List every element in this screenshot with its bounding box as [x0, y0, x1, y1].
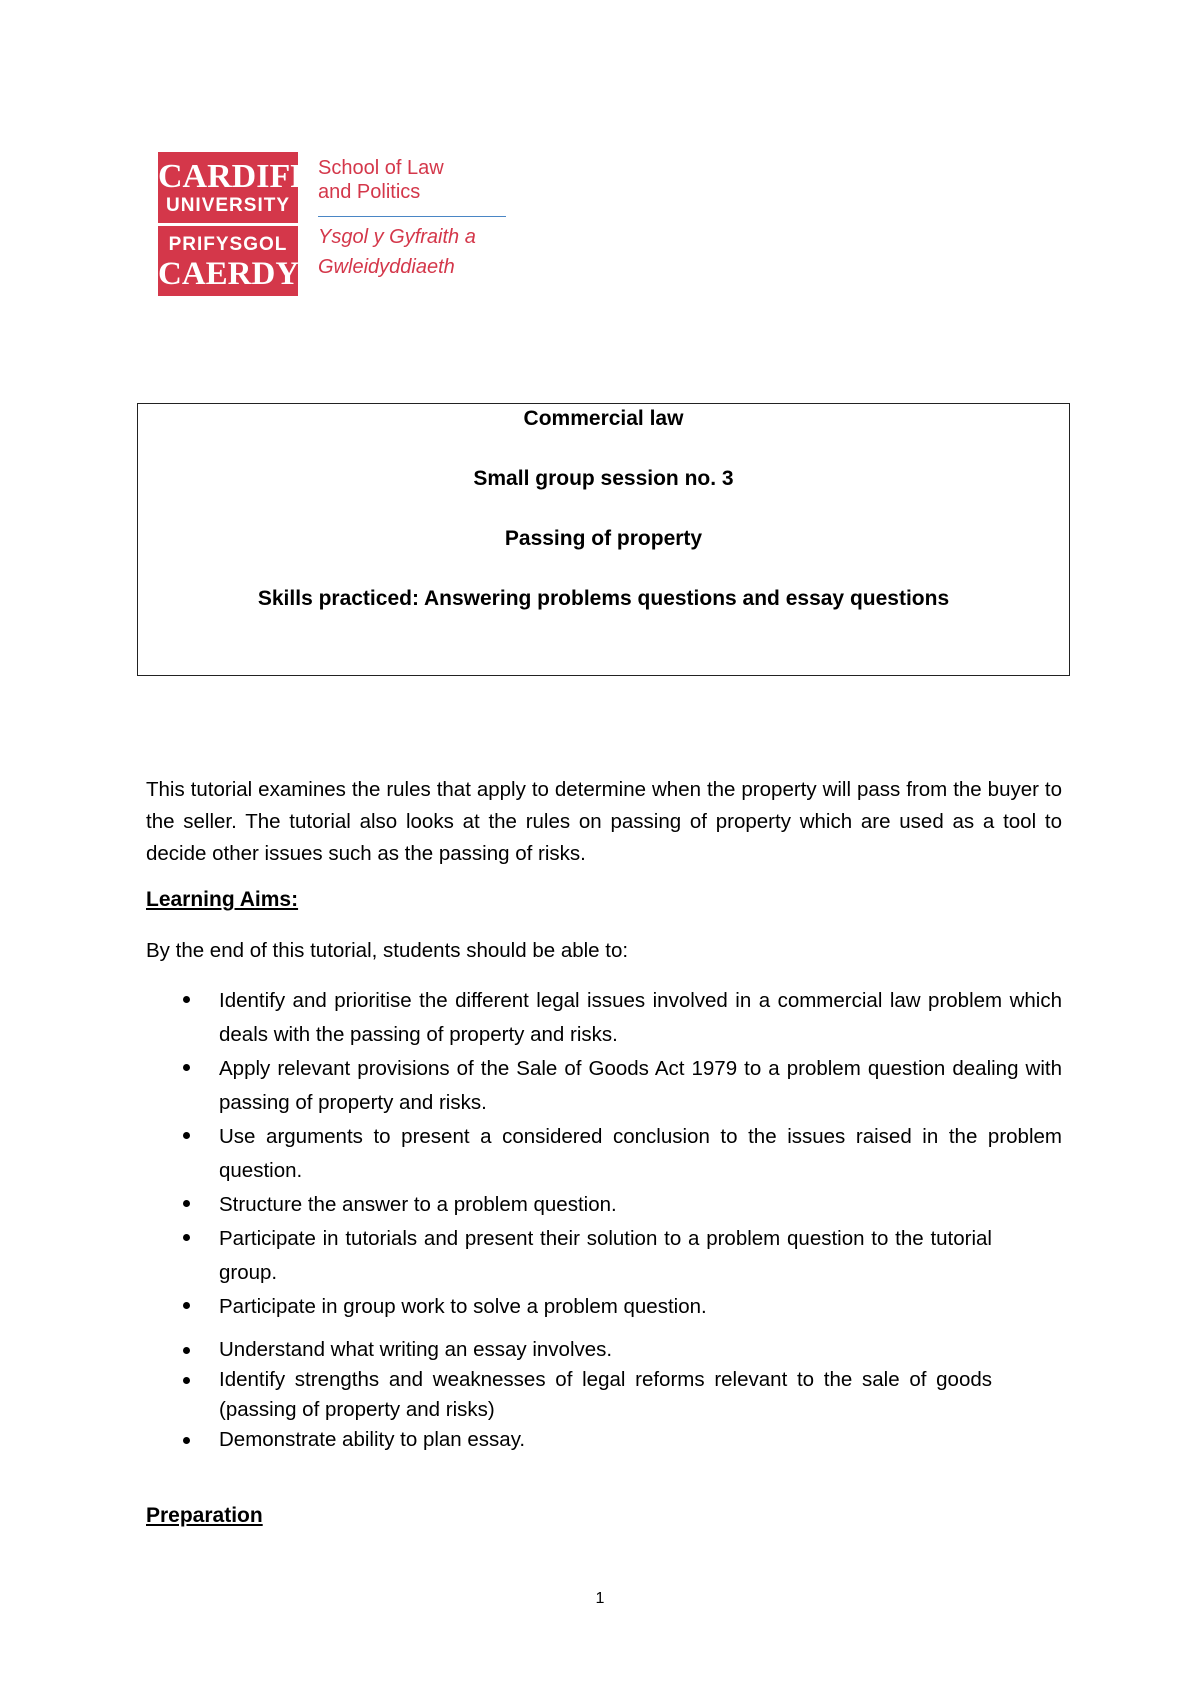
list-item-text: Identify strengths and weaknesses of legal reforms relevant to the sale of goods (passing of property and risks) [219, 1368, 992, 1421]
list-item-text: Structure the answer to a problem question. [219, 1193, 617, 1216]
learning-aims-lead: By the end of this tutorial, students should be able to: [146, 939, 629, 962]
list-item-text: Participate in tutorials and present their solution to a problem question to the tutorial group. [219, 1227, 992, 1284]
list-item [146, 1365, 1062, 1425]
list-item [146, 1120, 1062, 1188]
school-name-english [318, 156, 444, 204]
school-name-cy-line-1: Ysgol y Gyfraith a [318, 226, 476, 248]
preparation-heading: Preparation [146, 1504, 263, 1527]
bullet-icon [183, 1132, 190, 1139]
cardiff-crest [158, 152, 347, 296]
school-name-en-line-1: School of Law [318, 157, 444, 179]
university-logo [158, 152, 508, 296]
crest-line-3: PRIFYSGOL [168, 234, 288, 255]
bullet-icon [183, 1064, 190, 1071]
learning-aims-heading: Learning Aims: [146, 888, 299, 911]
crest-line-1: CARDIFF [158, 158, 311, 195]
list-item-text: Apply relevant provisions of the Sale of Goods Act 1979 to a problem question dealing with passing of property and risks. [219, 1057, 1062, 1114]
list-item-text: Understand what writing an essay involves. [219, 1338, 613, 1361]
list-item [146, 1425, 1062, 1455]
school-name-cy-line-2: Gwleidyddiaeth [318, 256, 455, 278]
intro-paragraph: This tutorial examines the rules that apply to determine when the property will pass from the buyer to the seller. The tutorial also looks at the rules on passing of property which are used as a tool to decide other issues such as the passing of risks. [146, 778, 1062, 865]
logo-divider [318, 216, 506, 217]
crest-line-2: UNIVERSITY [165, 195, 291, 216]
school-name-welsh [318, 222, 476, 282]
bullet-icon [183, 1437, 190, 1444]
page-number: 1 [595, 1590, 605, 1607]
list-item [146, 1290, 1062, 1324]
list-item-text: Participate in group work to solve a problem question. [219, 1295, 707, 1318]
crest-line-4: CAERDYDD [158, 256, 347, 292]
list-item [146, 1052, 1062, 1120]
list-item [146, 984, 1062, 1052]
bullet-icon [183, 1234, 190, 1241]
list-item-text: Use arguments to present a considered conclusion to the issues raised in the problem question. [219, 1125, 1062, 1182]
list-item [146, 1188, 1062, 1222]
list-item-text: Demonstrate ability to plan essay. [219, 1428, 526, 1451]
topic-title: Passing of property [504, 527, 703, 550]
list-item [146, 1222, 1062, 1290]
bullet-icon [183, 1302, 190, 1309]
bullet-icon [183, 996, 190, 1003]
skills-line: Skills practiced: Answering problems questions and essay questions [257, 587, 950, 610]
bullet-icon [183, 1200, 190, 1207]
school-name-en-line-2: and Politics [318, 181, 421, 203]
crest-divider [158, 223, 298, 226]
course-title: Commercial law [523, 407, 684, 430]
session-title: Small group session no. 3 [473, 467, 734, 490]
bullet-icon [183, 1377, 190, 1384]
list-item-text: Identify and prioritise the different legal issues involved in a commercial law problem which deals with the passing of property and risks. [219, 989, 1062, 1046]
title-box [137, 403, 1070, 676]
list-item [146, 1335, 1062, 1365]
bullet-icon [183, 1347, 190, 1354]
learning-aims-list [146, 984, 1062, 1455]
